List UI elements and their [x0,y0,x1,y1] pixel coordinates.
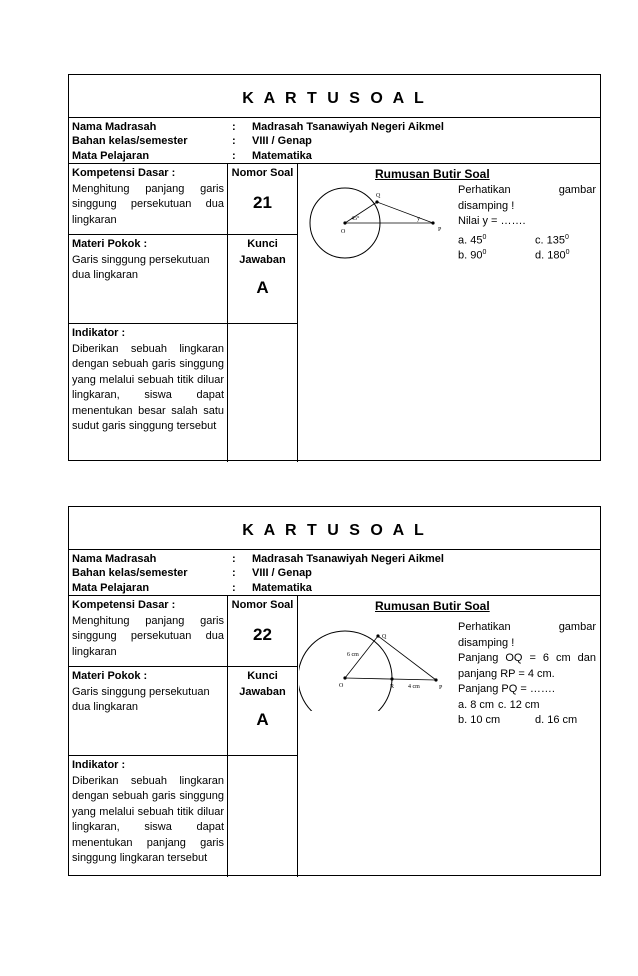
label-angle: 45° [351,216,360,222]
question-line: Panjang PQ = ……. [458,683,555,695]
question-text [458,620,596,729]
kompetensi-cell [69,596,228,667]
question-intro: Perhatikan gambar disamping ! [458,621,596,649]
label-o: O [341,229,346,235]
card-meta [69,550,600,596]
radius-oq [345,202,377,223]
option-a: a. $45^0$ [458,233,487,247]
meta-value-mapel: Matematika [252,149,312,162]
kunci-cell [228,235,298,324]
label-p: P [438,227,442,233]
option-d: d. $180^0$ [535,249,570,262]
kunci-value: A [256,710,269,729]
meta-label-kelas: Bahan kelas/semester [72,135,188,148]
nomor-label: Nomor Soal [231,599,294,611]
meta-colon: : [232,553,236,565]
point-q [375,200,378,203]
kompetensi-title: Kompetensi Dasar : [72,167,176,179]
kompetensi-cell [69,164,228,235]
tangent-pq [378,636,436,680]
tangent-figure [299,179,449,264]
card-meta [69,118,600,164]
meta-colon: : [232,121,236,133]
option-c: c. 12 cm [498,698,540,711]
label-y: y [417,216,420,222]
indikator-cell [69,324,228,462]
kunci-cell [228,667,298,756]
nomor-cell [228,164,298,235]
kunci-value: A [256,278,269,297]
meta-label-mapel: Mata Pelajaran [72,581,150,594]
meta-colon: : [232,581,236,594]
rumusan-label: Rumusan Butir Soal [375,599,490,613]
point-o [343,221,346,224]
tangent-pq [377,202,433,223]
meta-labels [72,552,188,595]
point-p [431,221,434,224]
point-q [376,634,379,637]
meta-label-mapel: Mata Pelajaran [72,149,150,162]
kompetensi-title: Kompetensi Dasar : [72,599,176,611]
meta-values [252,120,444,163]
tangent-figure [299,626,449,711]
label-q: Q [376,193,381,199]
kompetensi-text: Menghitung panjang garis singgung persekutuan dua lingkaran [72,614,224,658]
point-r [390,677,393,680]
question-line: Panjang OQ = 6 cm dan panjang RP = 4 cm. [458,652,596,680]
label-rp-length: 4 cm [408,684,420,690]
option-d: d. 16 cm [535,714,578,726]
point-o [343,676,346,679]
kunci-label: Kunci Jawaban [239,670,286,698]
nomor-value: 21 [253,192,272,212]
options-row-1 [458,698,596,714]
empty-cell [228,756,298,877]
materi-text: Garis singgung persekutuan dua lingkaran [72,253,210,281]
materi-title: Materi Pokok : [72,238,148,250]
kunci-label: Kunci Jawaban [239,238,286,266]
meta-label-madrasah: Nama Madrasah [72,121,157,133]
meta-colons [232,120,236,163]
indikator-title: Indikator : [72,327,126,339]
question-card-21 [68,74,601,461]
meta-value-kelas: VIII / Genap [252,567,312,580]
label-r: R [390,684,395,690]
indikator-cell [69,756,228,877]
question-card-22 [68,506,601,876]
options-row-1 [458,230,596,246]
meta-label-madrasah: Nama Madrasah [72,553,157,565]
meta-value-madrasah: Madrasah Tsanawiyah Negeri Aikmel [252,553,444,565]
meta-values [252,552,444,595]
indikator-title: Indikator : [72,759,126,771]
label-oq-length: 6 cm [347,652,359,658]
label-o: O [339,683,344,689]
label-q: Q [382,634,387,640]
materi-text: Garis singgung persekutuan dua lingkaran [72,685,210,713]
meta-label-kelas: Bahan kelas/semester [72,567,188,580]
point-p [434,678,437,681]
options-row-2 [458,245,596,261]
meta-colon: : [232,149,236,162]
question-text [458,183,596,261]
nomor-label: Nomor Soal [231,167,294,179]
indikator-text: Diberikan sebuah lingkaran dengan sebuah garis singgung yang melalui sebuah titik diluar lingkaran, siswa dapat menentukan panjang garis singgung lingkaran tersebut [72,774,224,864]
card-title: K A R T U S O A L [69,75,600,118]
options-row-2 [458,713,596,729]
kompetensi-text: Menghitung panjang garis singgung persekutuan dua lingkaran [72,182,224,226]
label-p: P [439,685,443,691]
indikator-text: Diberikan sebuah lingkaran dengan sebuah garis singgung yang melalui sebuah titik diluar lingkaran, siswa dapat menentukan besar salah satu sudut garis singgung tersebut [72,342,224,432]
materi-cell [69,667,228,756]
meta-colon: : [232,567,236,580]
nomor-value: 22 [253,624,272,644]
question-intro: Perhatikan gambar disamping ! [458,184,596,212]
card-body [69,596,600,877]
figure-circle [299,631,395,711]
option-b: b. 10 cm [458,714,501,726]
option-a: a. 8 cm [458,698,495,711]
meta-value-madrasah: Madrasah Tsanawiyah Negeri Aikmel [252,121,444,133]
question-line: Nilai y = ……. [458,215,526,227]
rumusan-label: Rumusan Butir Soal [375,167,490,181]
meta-value-kelas: VIII / Genap [252,135,312,148]
meta-value-mapel: Matematika [252,581,312,594]
empty-cell [228,324,298,462]
meta-colons [232,552,236,595]
nomor-cell [228,596,298,667]
card-body [69,164,600,462]
option-c: c. $135^0$ [535,233,569,247]
option-b: b. $90^0$ [458,249,487,262]
meta-colon: : [232,135,236,148]
meta-labels [72,120,188,163]
materi-cell [69,235,228,324]
card-title: K A R T U S O A L [69,507,600,550]
materi-title: Materi Pokok : [72,670,148,682]
